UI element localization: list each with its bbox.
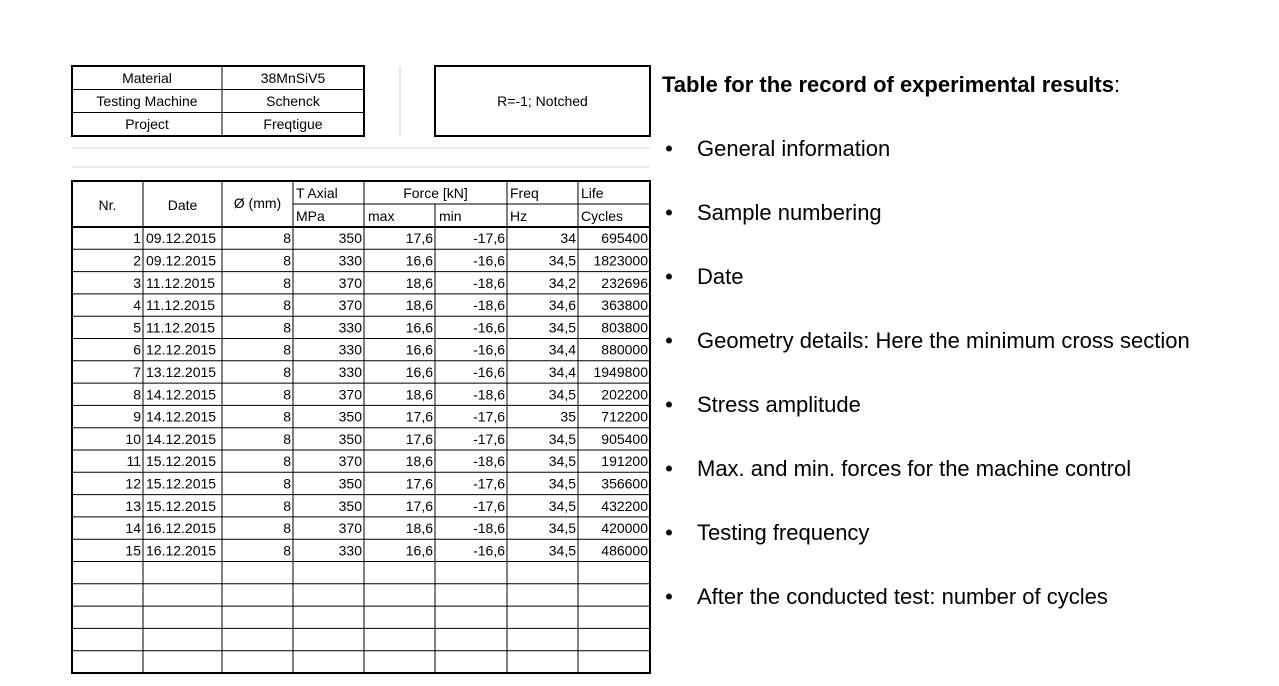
project-label: Project (125, 116, 169, 132)
cell-stress: 330 (338, 363, 362, 380)
cell-diameter: 8 (283, 341, 291, 358)
cell-force-min: -17,6 (473, 475, 505, 492)
cell-freq: 34,5 (548, 475, 576, 492)
cell-life: 202200 (601, 386, 648, 403)
cell-date: 11.12.2015 (146, 297, 216, 314)
cell-nr: 7 (133, 363, 141, 380)
cell-nr: 5 (133, 319, 141, 336)
cell-life: 191200 (601, 453, 648, 470)
material-value: 38MnSiV5 (260, 70, 326, 86)
testing-machine-value: Schenck (266, 93, 320, 109)
cell-force-max: 16,6 (405, 319, 433, 336)
cell-force-min: -18,6 (473, 297, 505, 314)
cell-date: 14.12.2015 (146, 430, 217, 447)
cell-date: 14.12.2015 (146, 386, 217, 403)
cell-diameter: 8 (283, 453, 291, 470)
cell-life: 356600 (601, 475, 648, 492)
cell-date: 09.12.2015 (146, 252, 217, 269)
cell-life: 486000 (601, 542, 648, 559)
panel-heading (662, 66, 1262, 104)
header-life: Life (581, 185, 604, 201)
panel-heading-bold: Table for the record of experimental results (662, 72, 1114, 97)
bullet-dot-icon: • (665, 392, 673, 417)
panel-heading-suffix: : (1113, 72, 1121, 97)
bullet-item (662, 194, 1262, 258)
cell-freq: 34,5 (548, 386, 576, 403)
cell-force-max: 16,6 (405, 542, 433, 559)
cell-date: 14.12.2015 (146, 408, 217, 425)
cell-date: 13.12.2015 (146, 363, 217, 380)
cell-force-max: 17,6 (405, 497, 433, 514)
cell-force-min: -17,6 (473, 408, 505, 425)
cell-nr: 8 (133, 386, 141, 403)
cell-force-min: -16,6 (473, 319, 505, 336)
cell-force-min: -18,6 (473, 453, 505, 470)
bullet-item (662, 386, 1262, 450)
cell-diameter: 8 (283, 230, 291, 247)
condition-text: R=-1; Notched (497, 93, 588, 109)
cell-diameter: 8 (283, 408, 291, 425)
cell-freq: 34,5 (548, 319, 576, 336)
cell-freq: 34,5 (548, 252, 576, 269)
cell-nr: 12 (125, 475, 141, 492)
cell-nr: 2 (133, 252, 141, 269)
cell-stress: 350 (338, 408, 362, 425)
bullet-text: Geometry details: Here the minimum cross section (697, 328, 1190, 353)
cell-stress: 350 (338, 497, 362, 514)
cell-life: 363800 (601, 297, 648, 314)
cell-force-max: 17,6 (405, 430, 433, 447)
cell-diameter: 8 (283, 386, 291, 403)
header-freq: Freq (510, 185, 539, 201)
condition-box (435, 66, 650, 136)
cell-life: 420000 (601, 520, 648, 537)
header-force-max: max (368, 208, 395, 224)
bullet-text: Max. and min. forces for the machine control (697, 456, 1132, 481)
cell-diameter: 8 (283, 319, 291, 336)
header-freq-unit: Hz (510, 208, 528, 224)
cell-nr: 4 (133, 297, 141, 314)
cell-stress: 350 (338, 430, 362, 447)
cell-date: 15.12.2015 (146, 475, 217, 492)
cell-force-min: -16,6 (473, 341, 505, 358)
header-life-unit: Cycles (581, 208, 624, 224)
cell-force-max: 16,6 (405, 341, 433, 358)
bullet-item (662, 514, 1262, 578)
testing-machine-label: Testing Machine (96, 93, 198, 109)
cell-stress: 370 (338, 520, 362, 537)
cell-nr: 9 (133, 408, 141, 425)
cell-freq: 34,2 (548, 274, 576, 291)
cell-date: 09.12.2015 (146, 230, 217, 247)
bullet-dot-icon: • (665, 328, 673, 353)
cell-date: 11.12.2015 (146, 319, 216, 336)
cell-freq: 34,4 (548, 363, 576, 380)
header-nr: Nr. (98, 197, 117, 213)
bullet-text: After the conducted test: number of cycles (697, 584, 1108, 609)
cell-diameter: 8 (283, 520, 291, 537)
cell-life: 695400 (601, 230, 648, 247)
cell-force-min: -17,6 (473, 430, 505, 447)
cell-life: 803800 (601, 319, 648, 336)
cell-date: 16.12.2015 (146, 520, 217, 537)
cell-force-max: 18,6 (405, 520, 433, 537)
bullet-text: Date (697, 264, 744, 289)
bullet-dot-icon: • (665, 136, 673, 161)
cell-stress: 370 (338, 297, 362, 314)
cell-stress: 350 (338, 230, 362, 247)
cell-nr: 10 (125, 430, 141, 447)
cell-force-min: -18,6 (473, 520, 505, 537)
cell-force-min: -18,6 (473, 274, 505, 291)
bullet-dot-icon: • (665, 200, 673, 225)
cell-force-min: -17,6 (473, 230, 505, 247)
cell-stress: 370 (338, 274, 362, 291)
bullet-item (662, 322, 1262, 386)
cell-life: 232696 (601, 274, 648, 291)
bullet-dot-icon: • (665, 584, 673, 609)
cell-nr: 15 (125, 542, 141, 559)
bullet-item (662, 450, 1262, 514)
cell-force-max: 17,6 (405, 475, 433, 492)
cell-stress: 350 (338, 475, 362, 492)
cell-diameter: 8 (283, 274, 291, 291)
cell-life: 880000 (601, 341, 648, 358)
bullet-dot-icon: • (665, 456, 673, 481)
bullet-text: Testing frequency (697, 520, 870, 545)
cell-stress: 330 (338, 252, 362, 269)
cell-date: 15.12.2015 (146, 453, 217, 470)
cell-nr: 14 (125, 520, 141, 537)
cell-stress: 330 (338, 542, 362, 559)
cell-freq: 34,4 (548, 341, 576, 358)
cell-nr: 3 (133, 274, 141, 291)
cell-diameter: 8 (283, 363, 291, 380)
cell-life: 432200 (601, 497, 648, 514)
cell-diameter: 8 (283, 542, 291, 559)
project-value: Freqtigue (263, 116, 323, 132)
bullet-item (662, 578, 1262, 642)
cell-force-max: 17,6 (405, 408, 433, 425)
cell-force-min: -17,6 (473, 497, 505, 514)
results-table-header (72, 181, 650, 227)
header-force: Force [kN] (403, 185, 468, 201)
cell-stress: 370 (338, 386, 362, 403)
cell-force-min: -16,6 (473, 252, 505, 269)
cell-freq: 34 (560, 230, 576, 247)
cell-force-max: 18,6 (405, 453, 433, 470)
cell-date: 12.12.2015 (146, 341, 217, 358)
bullet-dot-icon: • (665, 264, 673, 289)
material-label: Material (122, 70, 172, 86)
cell-stress: 330 (338, 319, 362, 336)
cell-diameter: 8 (283, 252, 291, 269)
cell-diameter: 8 (283, 297, 291, 314)
cell-freq: 34,5 (548, 497, 576, 514)
header-stress: T Axial (296, 185, 338, 201)
cell-date: 11.12.2015 (146, 274, 216, 291)
cell-freq: 34,5 (548, 520, 576, 537)
cell-diameter: 8 (283, 475, 291, 492)
cell-nr: 6 (133, 341, 141, 358)
cell-life: 712200 (601, 408, 648, 425)
cell-force-max: 18,6 (405, 297, 433, 314)
cell-diameter: 8 (283, 497, 291, 514)
bullet-text: Stress amplitude (697, 392, 861, 417)
cell-life: 1949800 (593, 363, 648, 380)
cell-life: 1823000 (593, 252, 648, 269)
cell-freq: 34,5 (548, 430, 576, 447)
header-diameter: Ø (mm) (233, 195, 282, 211)
bullet-list (662, 130, 1262, 642)
cell-force-max: 18,6 (405, 386, 433, 403)
cell-force-min: -16,6 (473, 363, 505, 380)
cell-diameter: 8 (283, 430, 291, 447)
cell-freq: 35 (560, 408, 576, 425)
bullet-item (662, 130, 1262, 194)
bullet-text: General information (697, 136, 891, 161)
cell-life: 905400 (601, 430, 648, 447)
bullet-item (662, 258, 1262, 322)
cell-force-max: 16,6 (405, 363, 433, 380)
cell-date: 16.12.2015 (146, 542, 217, 559)
cell-nr: 11 (126, 453, 141, 470)
cell-force-max: 18,6 (405, 274, 433, 291)
bullet-text: Sample numbering (697, 200, 882, 225)
bullet-dot-icon: • (665, 520, 673, 545)
cell-force-min: -18,6 (473, 386, 505, 403)
header-stress-unit: MPa (296, 208, 325, 224)
cell-freq: 34,6 (548, 297, 576, 314)
cell-stress: 330 (338, 341, 362, 358)
cell-date: 15.12.2015 (146, 497, 217, 514)
cell-force-max: 16,6 (405, 252, 433, 269)
cell-stress: 370 (338, 453, 362, 470)
cell-freq: 34,5 (548, 542, 576, 559)
cell-freq: 34,5 (548, 453, 576, 470)
cell-nr: 13 (125, 497, 141, 514)
cell-force-min: -16,6 (473, 542, 505, 559)
header-force-min: min (439, 208, 462, 224)
cell-force-max: 17,6 (405, 230, 433, 247)
header-date: Date (167, 197, 198, 213)
description-panel (662, 66, 1262, 642)
cell-nr: 1 (133, 230, 141, 247)
general-info-block (72, 66, 364, 136)
results-table-body (72, 227, 650, 673)
